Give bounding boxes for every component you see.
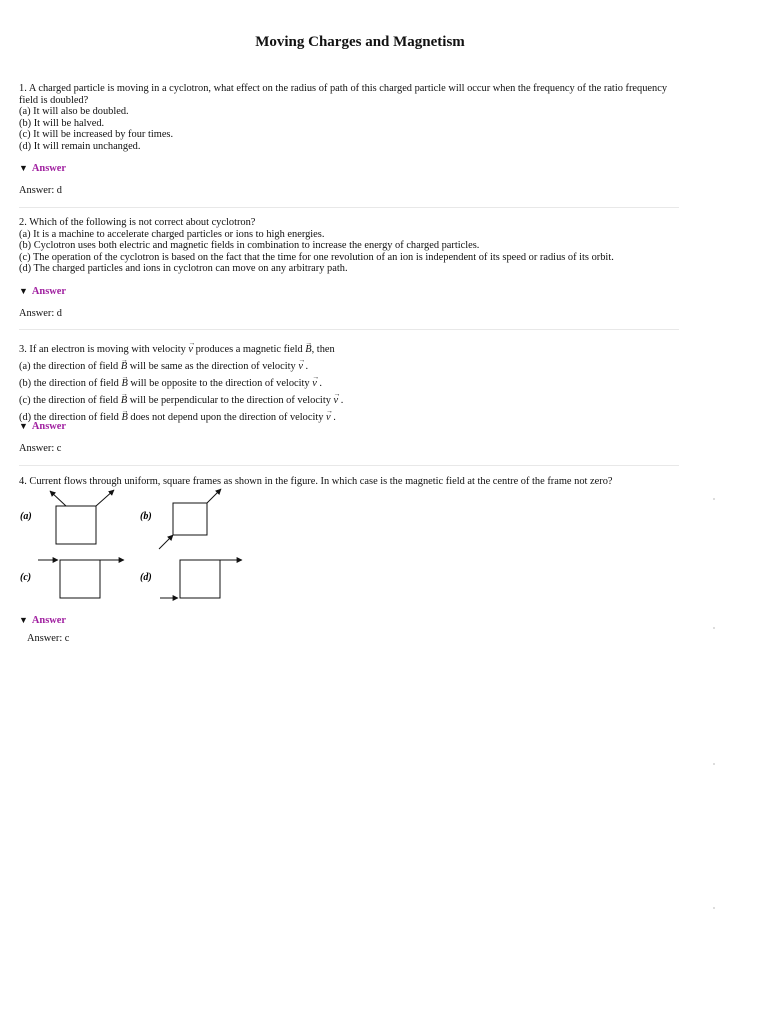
scan-dot (713, 498, 715, 500)
question-2 (19, 217, 684, 275)
answer-4: Answer: c (27, 633, 70, 644)
option-a: (a) It will also be doubled. (19, 106, 129, 117)
option-a: (a) the direction of field → B will be same as the direction of velocity → v . (19, 357, 684, 374)
figure-label-b: (b) (140, 511, 152, 522)
answer-toggle-label: Answer (31, 421, 66, 432)
figure-label-d: (d) (140, 572, 152, 583)
frame-b (173, 503, 207, 535)
divider (19, 207, 679, 208)
answer-toggle-2[interactable] (19, 286, 66, 297)
scan-dot (713, 763, 715, 765)
frame-d (180, 560, 220, 598)
velocity-vector: → v (188, 340, 193, 357)
scan-dot (713, 627, 715, 629)
answer-2: Answer: d (19, 308, 62, 319)
question-3 (19, 340, 684, 425)
option-d: (d) The charged particles and ions in cyclotron can move on any arbitrary path. (19, 263, 348, 274)
figure-label-c: (c) (20, 572, 32, 583)
triangle-down-icon: ▼ (19, 615, 28, 625)
option-c: (c) It will be increased by four times. (19, 129, 174, 140)
question-4 (19, 476, 684, 488)
frame-a (56, 506, 96, 544)
square-frames-figure (14, 488, 254, 609)
answer-toggle-label: Answer (31, 615, 66, 626)
option-b: (b) Cyclotron uses both electric and magnetic fields in combination to increase the energy of charged particles. (19, 240, 480, 251)
question-1 (19, 83, 684, 152)
scan-dot (713, 907, 715, 909)
question-text: 3. If an electron is moving with velocity → v produces a magnetic field → B, then (19, 340, 684, 357)
answer-1: Answer: d (19, 185, 62, 196)
triangle-down-icon: ▼ (19, 163, 28, 173)
option-d: (d) It will remain unchanged. (19, 140, 141, 152)
wire-b-out (207, 489, 221, 503)
answer-toggle-label: Answer (31, 286, 66, 297)
option-b: (b) the direction of field → B will be opposite to the direction of velocity → v . (19, 374, 684, 391)
triangle-down-icon: ▼ (19, 286, 28, 296)
option-b: (b) It will be halved. (19, 117, 105, 129)
option-c: (c) The operation of the cyclotron is based on the fact that the time for one revolution of an ion is independent of its speed or radius of its orbit. (19, 251, 614, 263)
wire-a-out (96, 490, 114, 506)
option-a: (a) It is a machine to accelerate charged particles or ions to high energies. (19, 228, 325, 240)
question-text: 4. Current flows through uniform, square frames as shown in the figure. In which case is the magnetic field at the centre of the frame not zero? (19, 476, 613, 487)
answer-toggle-4[interactable] (19, 615, 66, 626)
square-frames-diagram (14, 488, 254, 606)
option-d: (d) the direction of field → B does not depend upon the direction of velocity → v . (19, 408, 684, 425)
frame-c (60, 560, 100, 598)
answer-toggle-3[interactable] (19, 421, 66, 432)
question-text: 2. Which of the following is not correct about cyclotron? (19, 217, 256, 228)
option-c: (c) the direction of field → B will be perpendicular to the direction of velocity → v . (19, 391, 684, 408)
divider (19, 329, 679, 330)
wire-a-in (50, 491, 66, 506)
field-vector: → B (305, 340, 311, 357)
answer-toggle-label: Answer (31, 163, 66, 174)
question-text: 1. A charged particle is moving in a cyclotron, what effect on the radius of path of this charged particle will occur when the frequency of the ratio frequency field is doubled? (19, 83, 668, 106)
wire-b-in (159, 535, 173, 549)
triangle-down-icon: ▼ (19, 421, 28, 431)
figure-label-a: (a) (20, 511, 32, 522)
answer-3: Answer: c (19, 443, 62, 454)
divider (19, 465, 679, 466)
answer-toggle-1[interactable] (19, 163, 66, 174)
page-title: Moving Charges and Magnetism (255, 34, 465, 50)
